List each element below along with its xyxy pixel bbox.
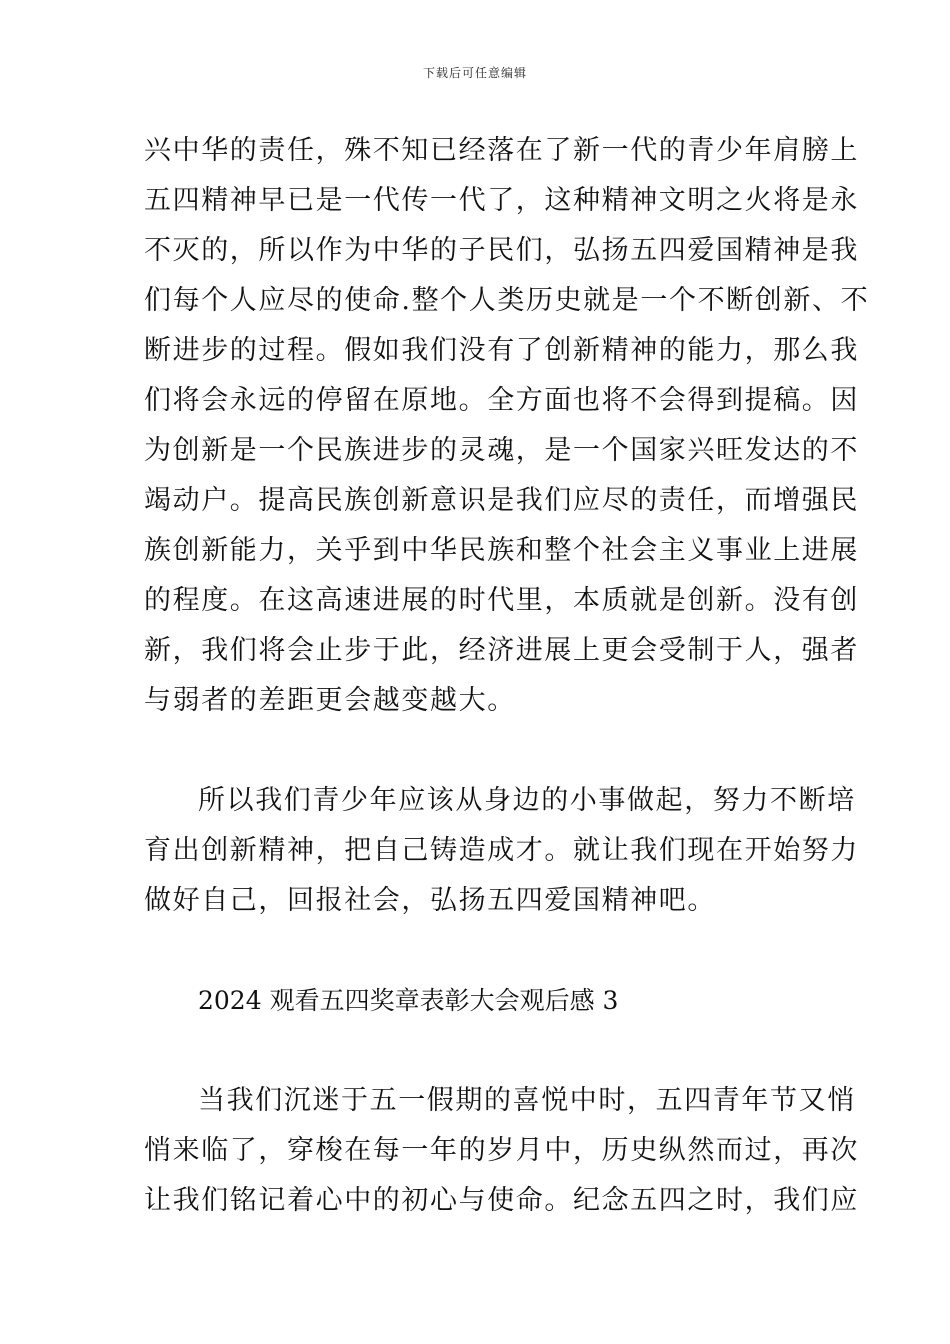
text-line: 兴中华的责任，殊不知已经落在了新一代的青少年肩膀上 xyxy=(144,135,859,166)
text-line: 为创新是一个民族进步的灵魂，是一个国家兴旺发达的不 xyxy=(144,435,859,466)
paragraph-1 xyxy=(144,126,870,726)
text-line: 所以我们青少年应该从身边的小事做起，努力不断培 xyxy=(198,785,856,816)
paragraph-2 xyxy=(144,776,859,926)
text-line: 做好自己，回报社会，弘扬五四爱国精神吧。 xyxy=(144,885,716,916)
text-line: 们每个人应尽的使命.整个人类历史就是一个不断创新、不 xyxy=(144,285,870,316)
paragraph-gap xyxy=(144,726,808,776)
text-line: 五四精神早已是一代传一代了，这种精神文明之火将是永 xyxy=(144,185,859,216)
text-line: 新，我们将会止步于此，经济进展上更会受制于人，强者 xyxy=(144,635,859,666)
header-note: 下载后可任意编辑 xyxy=(422,66,527,80)
paragraph-gap xyxy=(144,926,808,976)
text-line: 族创新能力，关乎到中华民族和整个社会主义事业上进展 xyxy=(144,535,859,566)
document-body xyxy=(144,126,870,1226)
text-line: 们将会永远的停留在原地。全方面也将不会得到提稿。因 xyxy=(144,385,859,416)
text-line: 悄来临了，穿梭在每一年的岁月中，历史纵然而过，再次 xyxy=(144,1135,859,1166)
text-line: 的程度。在这高速进展的时代里，本质就是创新。没有创 xyxy=(144,585,859,616)
paragraph-3 xyxy=(144,1076,859,1226)
text-line: 与弱者的差距更会越变越大。 xyxy=(144,685,516,716)
text-line: 当我们沉迷于五一假期的喜悦中时，五四青年节又悄 xyxy=(198,1085,856,1116)
paragraph-gap xyxy=(144,1026,808,1076)
text-line: 育出创新精神，把自己铸造成才。就让我们现在开始努力 xyxy=(144,835,859,866)
text-line: 断进步的过程。假如我们没有了创新精神的能力，那么我 xyxy=(144,335,859,366)
text-line: 让我们铭记着心中的初心与使命。纪念五四之时，我们应 xyxy=(144,1185,859,1216)
section-heading: 2024 观看五四奖章表彰大会观后感 3 xyxy=(198,986,619,1015)
text-line: 竭动户。提高民族创新意识是我们应尽的责任，而增强民 xyxy=(144,485,859,516)
text-line: 不灭的，所以作为中华的子民们，弘扬五四爱国精神是我 xyxy=(144,235,859,266)
